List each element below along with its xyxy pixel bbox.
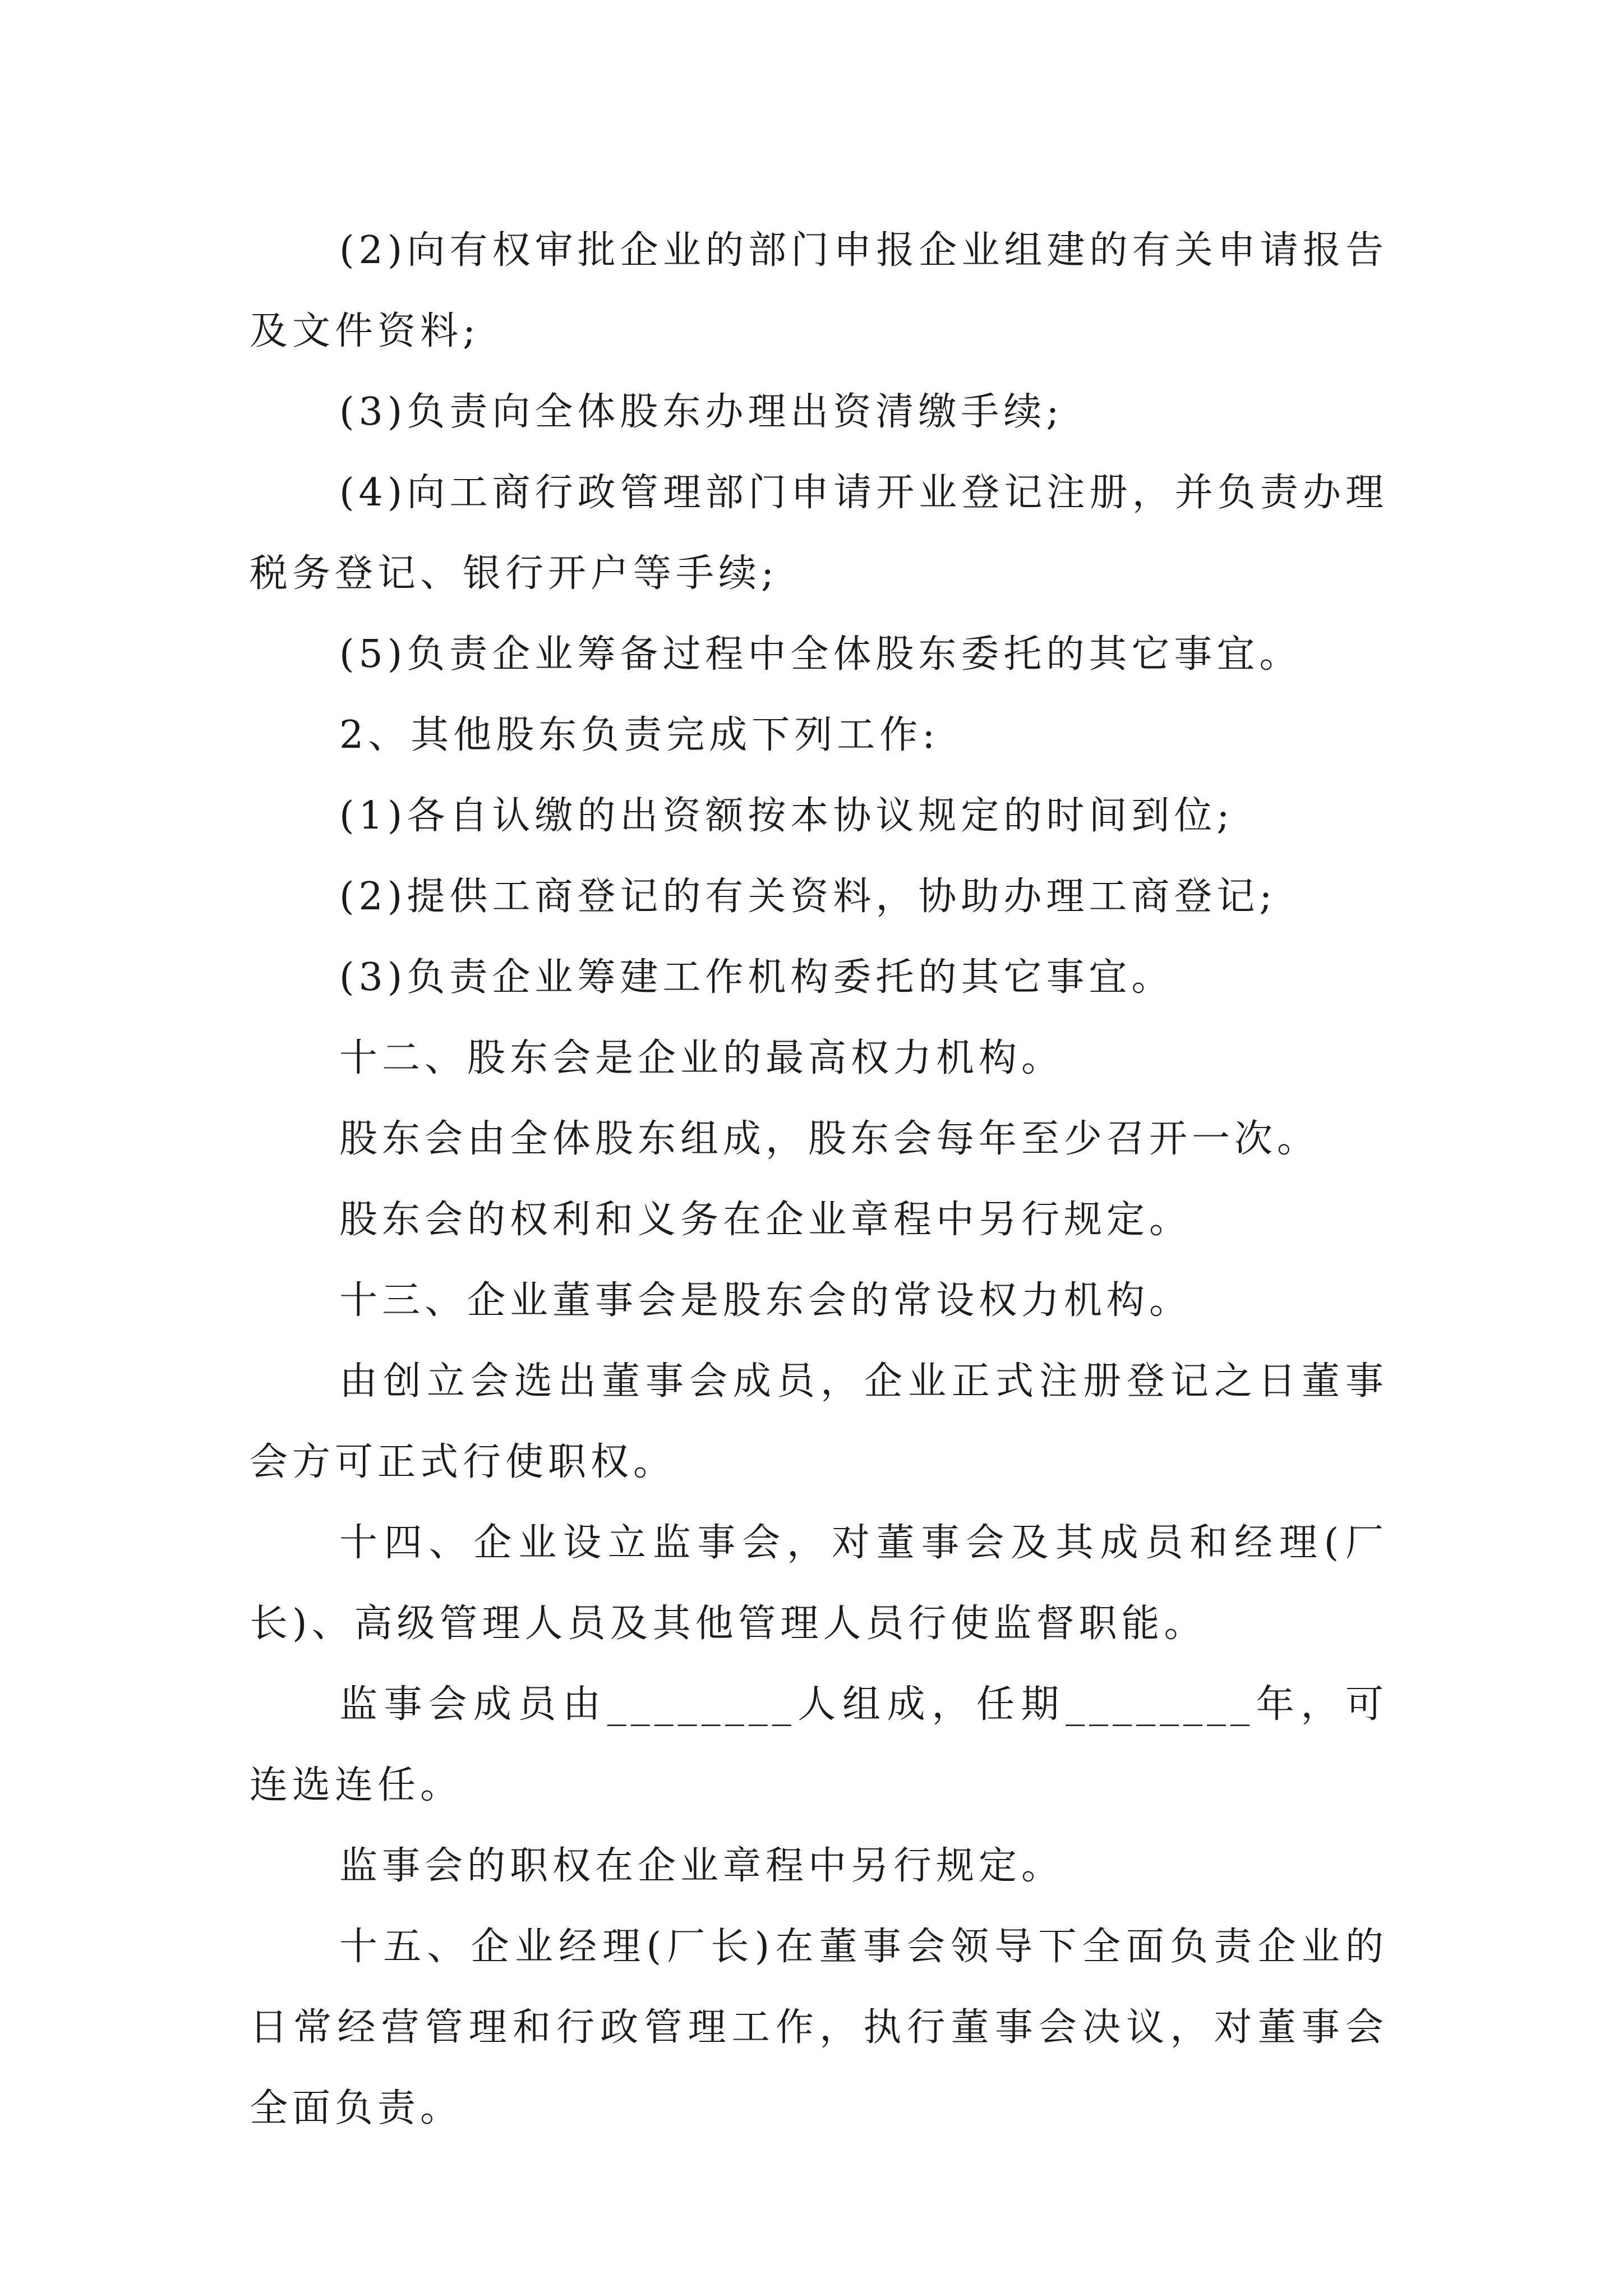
paragraph: 十五、企业经理(厂长)在董事会领导下全面负责企业的日常经营管理和行政管理工作，执行董事会决议，对董事会全面负责。: [250, 1925, 1388, 2131]
paragraph: 股东会的权利和义务在企业章程中另行规定。: [339, 1198, 1192, 1242]
paragraph: 十四、企业设立监事会，对董事会及其成员和经理(厂长)、高级管理人员及其他管理人员行使监督职能。: [250, 1521, 1388, 1646]
paragraph: 十三、企业董事会是股东会的常设权力机构。: [339, 1278, 1192, 1323]
paragraph: (3)负责向全体股东办理出资清缴手续;: [339, 390, 1064, 434]
paragraph: 由创立会选出董事会成员，企业正式注册登记之日董事会方可正式行使职权。: [250, 1359, 1388, 1484]
paragraph: (5)负责企业筹备过程中全体股东委托的其它事宜。: [339, 632, 1302, 677]
paragraph: (1)各自认缴的出资额按本协议规定的时间到位;: [339, 794, 1234, 838]
paragraph: 2、其他股东负责完成下列工作:: [339, 713, 940, 757]
paragraph: (3)负责企业筹建工作机构委托的其它事宜。: [339, 955, 1174, 1000]
paragraph: 股东会由全体股东组成，股东会每年至少召开一次。: [339, 1117, 1320, 1161]
paragraph: 监事会的职权在企业章程中另行规定。: [339, 1844, 1064, 1888]
paragraph: 监事会成员由________人组成，任期________年，可连选连任。: [250, 1682, 1388, 1807]
paragraph: (2)提供工商登记的有关资料，协助办理工商登记;: [339, 875, 1277, 919]
paragraph: 十二、股东会是企业的最高权力机构。: [339, 1036, 1064, 1080]
paragraph: (2)向有权审批企业的部门申报企业组建的有关申请报告及文件资料;: [250, 228, 1388, 353]
paragraph: (4)向工商行政管理部门申请开业登记注册，并负责办理税务登记、银行开户等手续;: [250, 471, 1388, 596]
document-body: [250, 210, 1388, 2149]
